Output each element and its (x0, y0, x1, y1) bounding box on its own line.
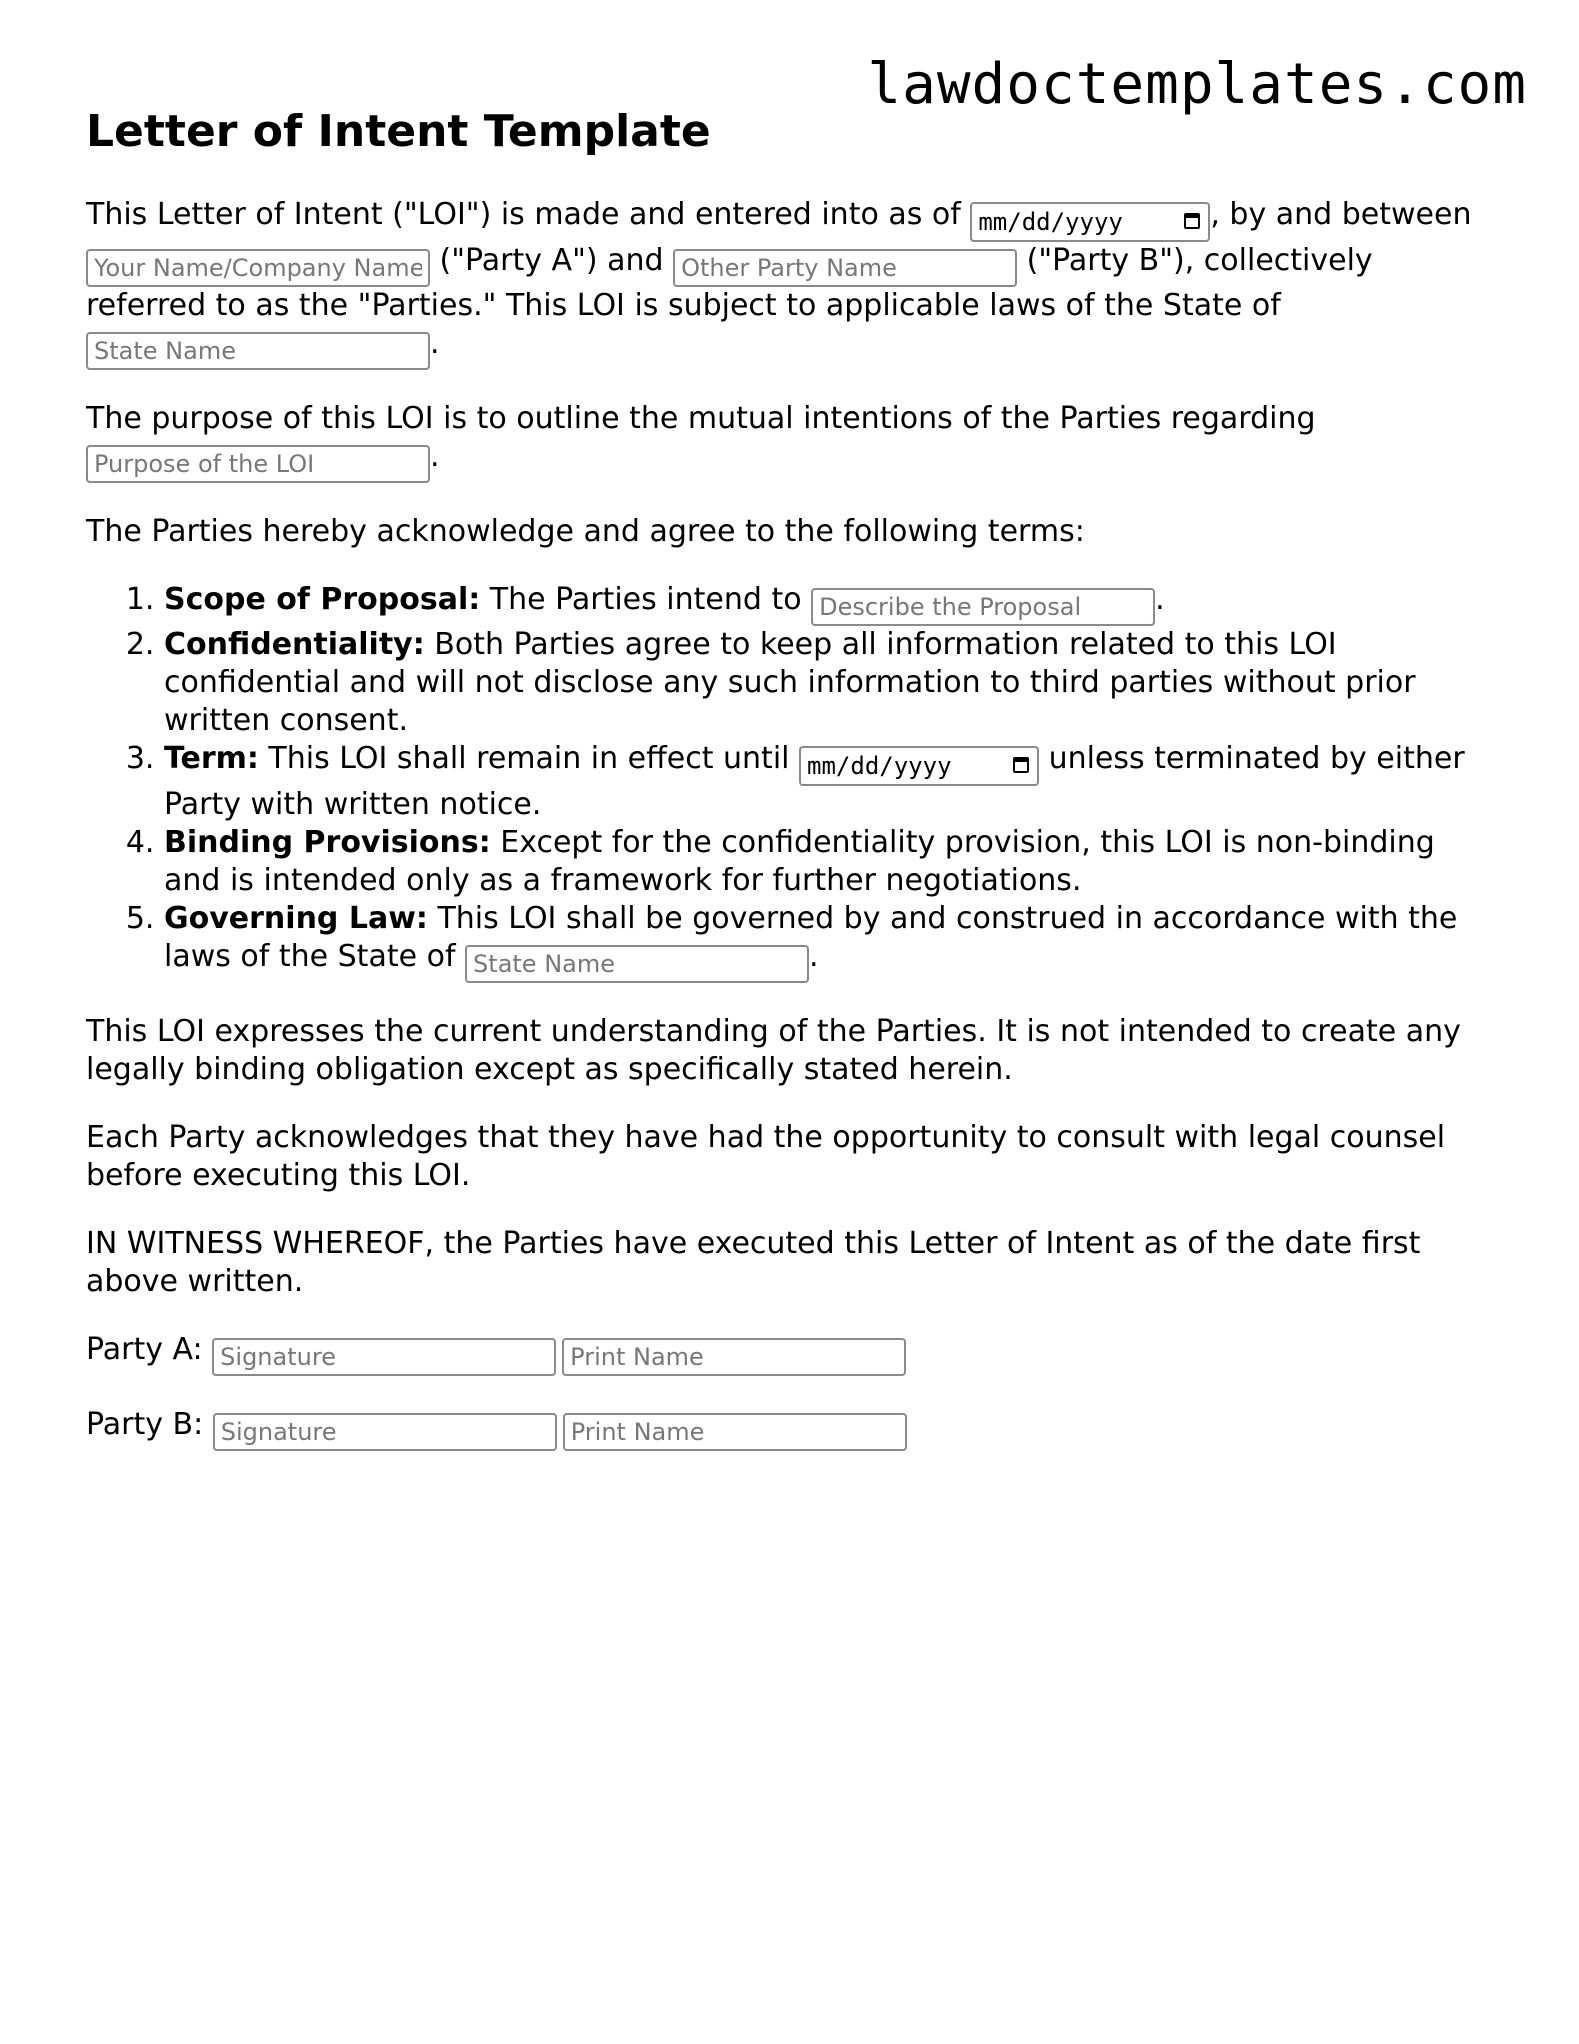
term-governing-law-text: This LOI shall be governed by and construed in accordance with the laws of the State of (164, 901, 1458, 974)
term-confidentiality-text: Both Parties agree to keep all information related to this LOI confidential and will not disclose any such information to third parties without prior written consent. (164, 627, 1416, 738)
intro-text-2: , by and between (1210, 197, 1472, 232)
term-confidentiality (164, 626, 1496, 740)
term-term-end: unless terminated by either Party with written notice. (164, 741, 1465, 822)
governing-state-input[interactable] (465, 945, 809, 983)
party-b-name-input[interactable] (673, 249, 1017, 287)
terms-intro: The Parties hereby acknowledge and agree to the following terms: (86, 514, 1085, 549)
term-scope (164, 581, 1496, 626)
intro-paragraph (86, 196, 1496, 370)
term-term-label: Term: (164, 741, 259, 776)
term-end-date-input[interactable] (799, 746, 1039, 786)
counsel-paragraph: Each Party acknowledges that they have had the opportunity to consult with legal counsel before executing this LOI. (86, 1120, 1446, 1193)
term-binding-label: Binding Provisions: (164, 825, 491, 860)
term-scope-text: The Parties intend to (480, 582, 812, 617)
calendar-icon[interactable] (1013, 757, 1029, 773)
page-title: Letter of Intent Template (86, 106, 711, 157)
term-term-text: This LOI shall remain in effect until (258, 741, 800, 776)
party-a-signature-input[interactable] (212, 1338, 556, 1376)
party-b-signature-row (86, 1406, 1496, 1451)
party-a-print-name-input[interactable] (562, 1338, 906, 1376)
party-a-signature-row (86, 1331, 1496, 1376)
intro-text-3: ("Party A") and (430, 243, 674, 278)
term-binding (164, 824, 1496, 900)
term-binding-text: Except for the confidentiality provision, this LOI is non-binding and is intended only as a framework for further negotiations. (164, 825, 1435, 898)
intro-text-4: ("Party B"), collectively referred to as the "Parties." This LOI is subject to applicable laws of the State of (86, 243, 1373, 323)
party-a-label: Party A: (86, 1332, 203, 1367)
understanding-paragraph: This LOI expresses the current understanding of the Parties. It is not intended to create any legally binding obligation except as specifically stated herein. (86, 1014, 1461, 1087)
calendar-icon[interactable] (1184, 213, 1200, 229)
term-confidentiality-label: Confidentiality: (164, 627, 425, 662)
purpose-input[interactable] (86, 445, 430, 483)
term-governing-law-label: Governing Law: (164, 901, 428, 936)
term-governing-law (164, 900, 1496, 983)
purpose-paragraph (86, 400, 1496, 483)
state-name-input[interactable] (86, 332, 430, 370)
purpose-text: The purpose of this LOI is to outline the mutual intentions of the Parties regarding (86, 401, 1316, 436)
document-body (86, 104, 1496, 1481)
term-scope-label: Scope of Proposal: (164, 582, 481, 617)
party-a-name-input[interactable] (86, 249, 430, 287)
terms-list (86, 581, 1496, 983)
proposal-input[interactable] (811, 588, 1155, 626)
term-date-placeholder: mm/dd/yyyy (807, 752, 952, 780)
intro-text-1: This Letter of Intent ("LOI") is made and entered into as of (86, 197, 971, 232)
party-b-print-name-input[interactable] (563, 1413, 907, 1451)
term-scope-end: . (1155, 582, 1165, 617)
party-b-label: Party B: (86, 1407, 204, 1442)
party-b-signature-input[interactable] (213, 1413, 557, 1451)
loi-date-placeholder: mm/dd/yyyy (978, 208, 1123, 236)
purpose-end: . (430, 439, 440, 474)
loi-date-input[interactable] (970, 202, 1210, 242)
watermark: lawdoctemplates.com (867, 52, 1527, 117)
witness-paragraph: IN WITNESS WHEREOF, the Parties have executed this Letter of Intent as of the date first above written. (86, 1226, 1421, 1299)
term-governing-law-end: . (809, 939, 819, 974)
term-term (164, 740, 1496, 824)
intro-text-5: . (430, 326, 440, 361)
